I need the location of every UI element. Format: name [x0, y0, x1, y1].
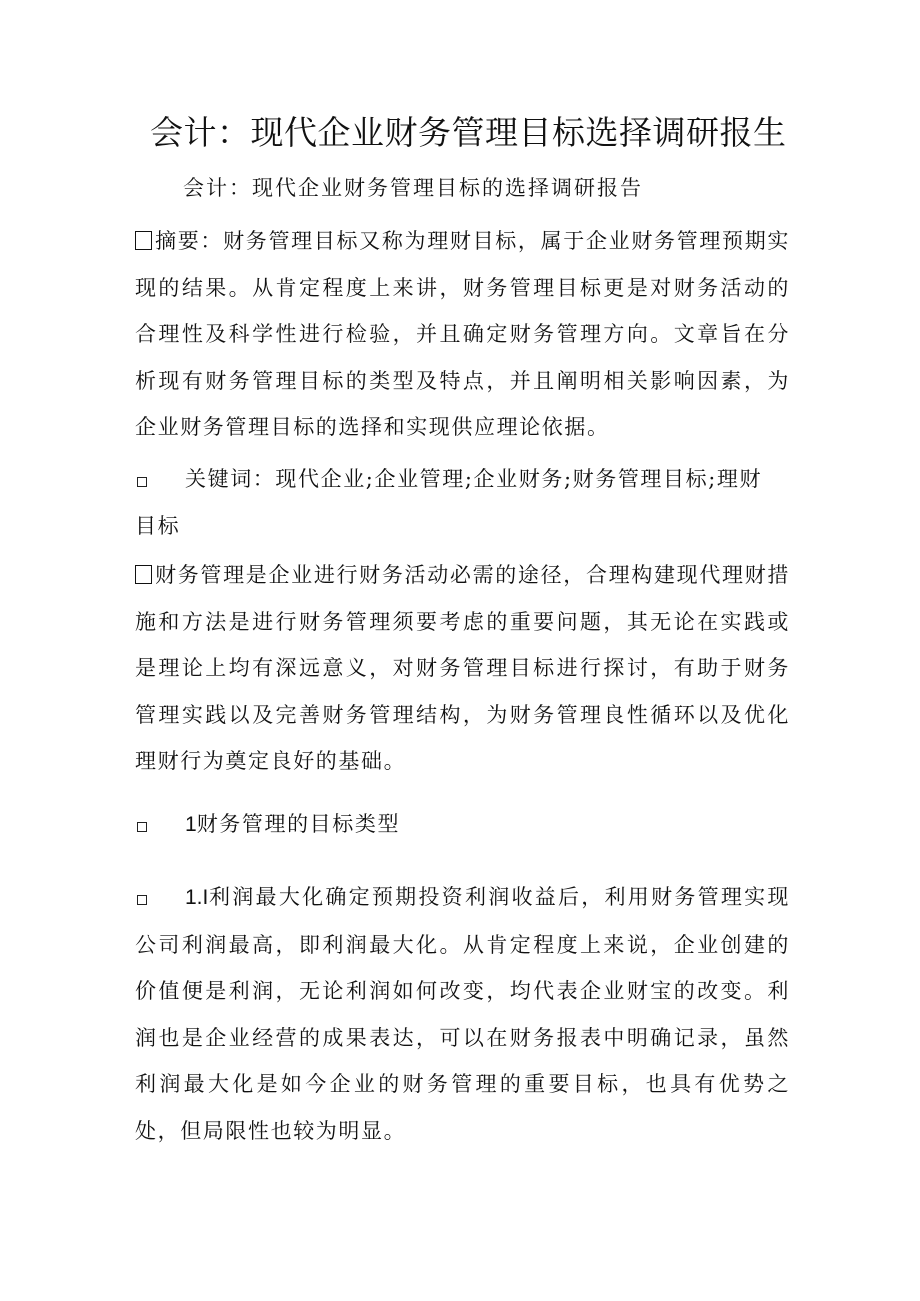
abstract-paragraph [135, 218, 790, 451]
bullet-square-icon [137, 822, 147, 832]
checkbox-square-icon [135, 565, 152, 584]
section-1-1-text: 利润最大化确定预期投资利润收益后，利用财务管理实现公司利润最高，即利润最大化。从肯定程度上来说，企业创建的价值便是利润，无论利润如何改变，均代表企业财宝的改变。利润也是企业经营的成果表达，可以在财务报表中明确记录，虽然利润最大化是如今企业的财务管理的重要目标，也具有优势之处，但局限性也较为明显。 [135, 885, 790, 1143]
bullet-square-icon [137, 477, 147, 487]
section-1-title: 财务管理的目标类型 [196, 812, 401, 836]
abstract-text: 摘要：财务管理目标又称为理财目标，属于企业财务管理预期实现的结果。从肯定程度上来讲，财务管理目标更是对财务活动的合理性及科学性进行检验，并且确定财务管理方向。文章旨在分析现有财务管理目标的类型及特点，并且阐明相关影响因素，为企业财务管理目标的选择和实现供应理论依据。 [135, 229, 790, 439]
intro-text: 财务管理是企业进行财务活动必需的途径，合理构建现代理财措施和方法是进行财务管理须要考虑的重要问题，其无论在实践或是理论上均有深远意义，对财务管理目标进行探讨，有助于财务管理实践以及完善财务管理结构，为财务管理良性循环以及优化理财行为奠定良好的基础。 [135, 563, 790, 773]
keywords-line-1: 关键词：现代企业;企业管理;企业财务;财务管理目标;理财 [185, 467, 763, 491]
section-1-1-paragraph [135, 874, 790, 1154]
document-title: 会计：现代企业财务管理目标选择调研报生 [150, 113, 787, 152]
section-1-number: 1 [185, 813, 197, 836]
section-1-heading [185, 801, 400, 849]
checkbox-square-icon [135, 231, 152, 250]
keywords-line-2: 目标 [135, 514, 181, 538]
section-1-1-number: 1.I [185, 886, 209, 909]
intro-paragraph [135, 552, 790, 785]
document-subtitle: 会计：现代企业财务管理目标的选择调研报告 [183, 176, 643, 200]
